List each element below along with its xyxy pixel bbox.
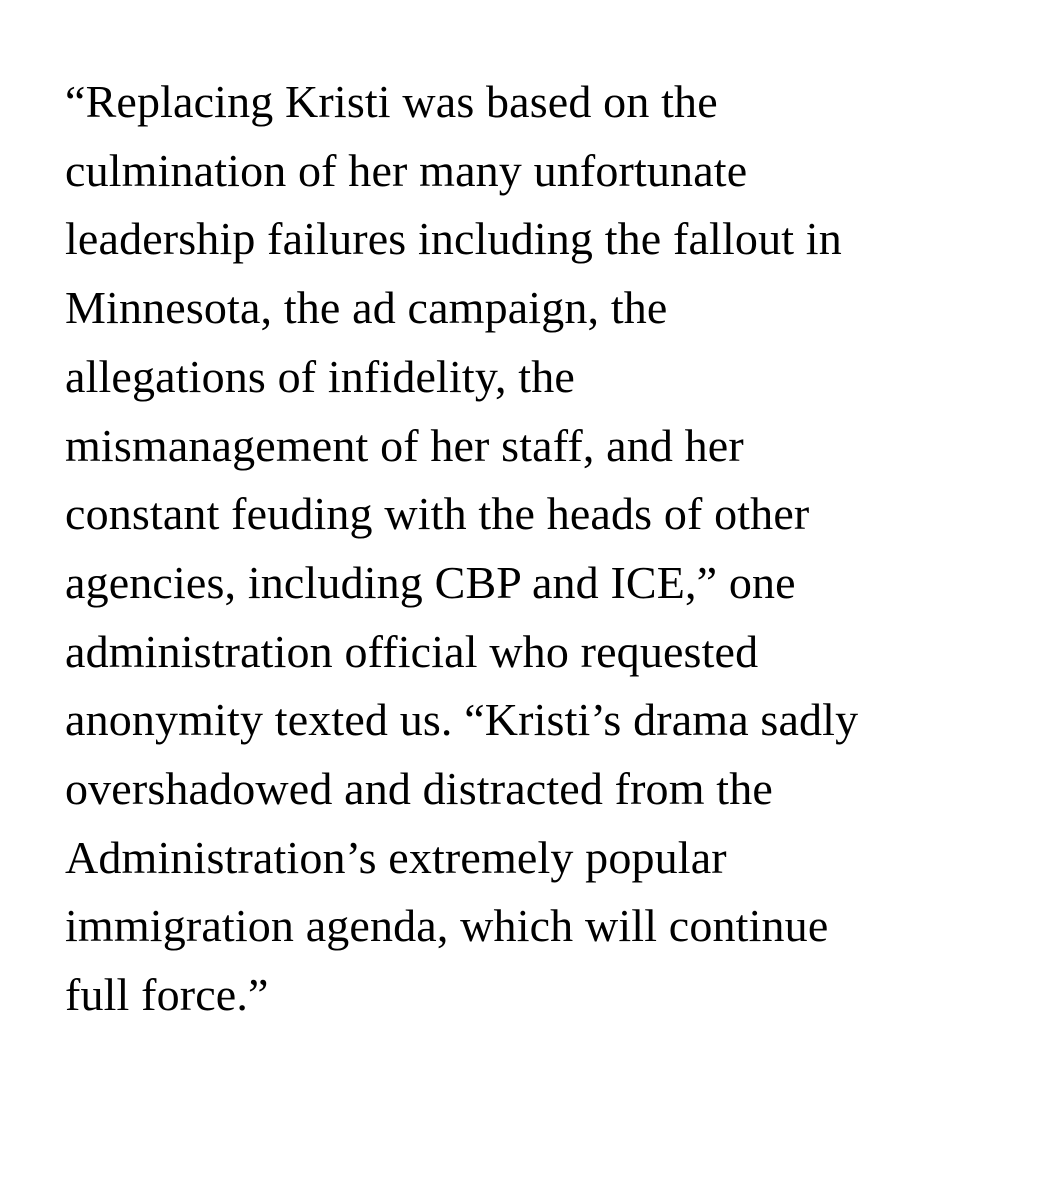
quote-paragraph: [65, 68, 1025, 1030]
paragraph-line: full force.”: [65, 969, 269, 1021]
paragraph-line: immigration agenda, which will continue: [65, 900, 829, 952]
paragraph-line: allegations of infidelity, the: [65, 350, 575, 402]
paragraph-line: administration official who requested: [65, 625, 759, 677]
paragraph-line: constant feuding with the heads of other: [65, 488, 810, 540]
paragraph-line: leadership failures including the fallout in: [65, 213, 842, 265]
paragraph-line: mismanagement of her staff, and her: [65, 419, 744, 471]
paragraph-line: agencies, including CBP and ICE,” one: [65, 556, 796, 608]
paragraph-line: “Replacing Kristi was based on the: [65, 76, 718, 127]
paragraph-line: culmination of her many unfortunate: [65, 144, 748, 196]
paragraph-line: Minnesota, the ad campaign, the: [65, 282, 668, 334]
paragraph-line: anonymity texted us. “Kristi’s drama sadly: [65, 694, 859, 746]
paragraph-line: Administration’s extremely popular: [65, 831, 727, 883]
paragraph-line: overshadowed and distracted from the: [65, 763, 773, 815]
